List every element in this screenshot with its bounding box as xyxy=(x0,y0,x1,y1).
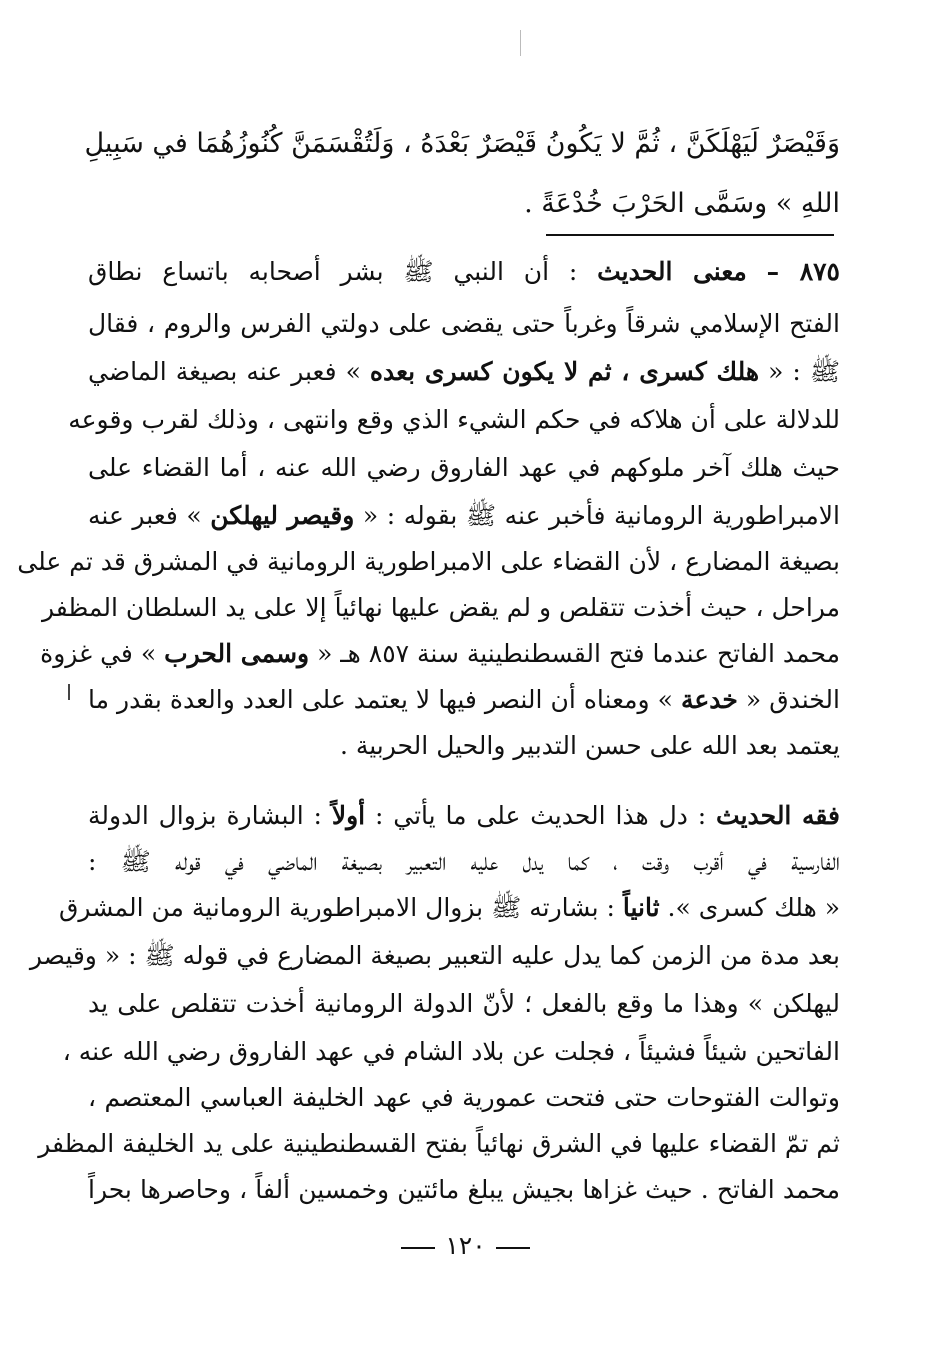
text-line: فقه الحديث : دل هذا الحديث على ما يأتي : أولاً : البشارة بزوال الدولة xyxy=(88,801,840,830)
scan-mark xyxy=(520,30,521,56)
text-line: « هلك كسرى ». ثانياً : بشارته ﷺ بزوال الامبراطورية الرومانية من المشرق xyxy=(59,893,840,922)
text-line: ٨٧٥ – معنى الحديث : أن النبي ﷺ بشر أصحابه باتساع نطاق xyxy=(88,257,840,286)
entry-number: ٨٧٥ – xyxy=(766,257,840,286)
text-line: بصيغة المضارع ، لأن القضاء على الامبراطورية الرومانية في المشرق قد تم على xyxy=(17,547,840,576)
section-heading: فقه الحديث xyxy=(716,801,840,830)
text-line: حيث هلك آخر ملوكهم في عهد الفاروق رضي الله عنه ، أما القضاء على xyxy=(88,453,840,482)
text-line: بعد مدة من الزمن كما يدل عليه التعبير بصيغة المضارع في قوله ﷺ : « وقيصر xyxy=(29,941,840,970)
dash-right xyxy=(401,1247,435,1249)
hadith-line: وَقَيْصَرٌ لَيَهْلَكَنَّ ، ثُمَّ لا يَكُونُ قَيْصَرٌ بَعْدَهُ ، وَلَتُقْسَمَنَّ كُنُوزُهُمَا في سَبِيلِ xyxy=(84,128,840,159)
text-line: الفتح الإسلامي شرقاً وغرباً حتى يقضى على دولتي الفرس والروم ، فقال xyxy=(88,309,840,338)
separator-rule xyxy=(546,234,834,236)
text-line: محمد الفاتح . حيث غزاها بجيش يبلغ مائتين وخمسين ألفاً ، وحاصرها بحراً xyxy=(88,1175,840,1204)
text-line: ثم تمّ القضاء عليها في الشرق نهائياً بفتح القسطنطينية على يد الخليفة المظفر xyxy=(38,1129,840,1158)
text-line: الفارسية في أقرب وقت ، كما يدل عليه التعبير بصيغة الماضي في قوله ﷺ : xyxy=(88,847,840,876)
hadith-line: اللهِ » وسَمَّى الحَرْبَ خُدْعَةً . xyxy=(524,188,840,219)
text-line: للدلالة على أن هلاكه في حكم الشيء الذي وقع وانتهى ، وذلك لقرب وقوعه xyxy=(68,405,840,434)
text-line: ﷺ : « هلك كسرى ، ثم لا يكون كسرى بعده » فعبر عنه بصيغة الماضي xyxy=(88,357,841,386)
text-line: محمد الفاتح عندما فتح القسطنطينية سنة ٨٥٧ هـ « وسمى الحرب » في غزوة xyxy=(40,639,840,668)
text-line: وتوالت الفتوحات حتى فتحت عمورية في عهد الخليفة العباسي المعتصم ، xyxy=(88,1083,840,1112)
text-line: الفاتحين شيئاً فشيئاً ، فجلت عن بلاد الشام في عهد الفاروق رضي الله عنه ، xyxy=(62,1037,840,1066)
section-heading: معنى الحديث xyxy=(597,257,747,286)
text-line: يعتمد بعد الله على حسن التدبير والحيل الحربية . xyxy=(339,731,840,760)
scan-mark xyxy=(68,684,70,700)
dash-left xyxy=(496,1247,530,1249)
text-line: ليهلكن » وهذا ما وقع بالفعل ؛ لأنّ الدولة الرومانية أخذت تتقلص على يد xyxy=(88,989,840,1018)
page-number: ١٢٠ xyxy=(0,1226,931,1266)
text-line: الخندق « خدعة » ومعناه أن النصر فيها لا يعتمد على العدد والعدة بقدر ما xyxy=(88,685,840,714)
text-line: مراحل ، حيث أخذت تتقلص و لم يقض عليها نهائياً إلا على يد السلطان المظفر xyxy=(41,593,840,622)
text-line: الامبراطورية الرومانية فأخبر عنه ﷺ بقوله : « وقيصر ليهلكن » فعبر عنه xyxy=(88,501,840,530)
